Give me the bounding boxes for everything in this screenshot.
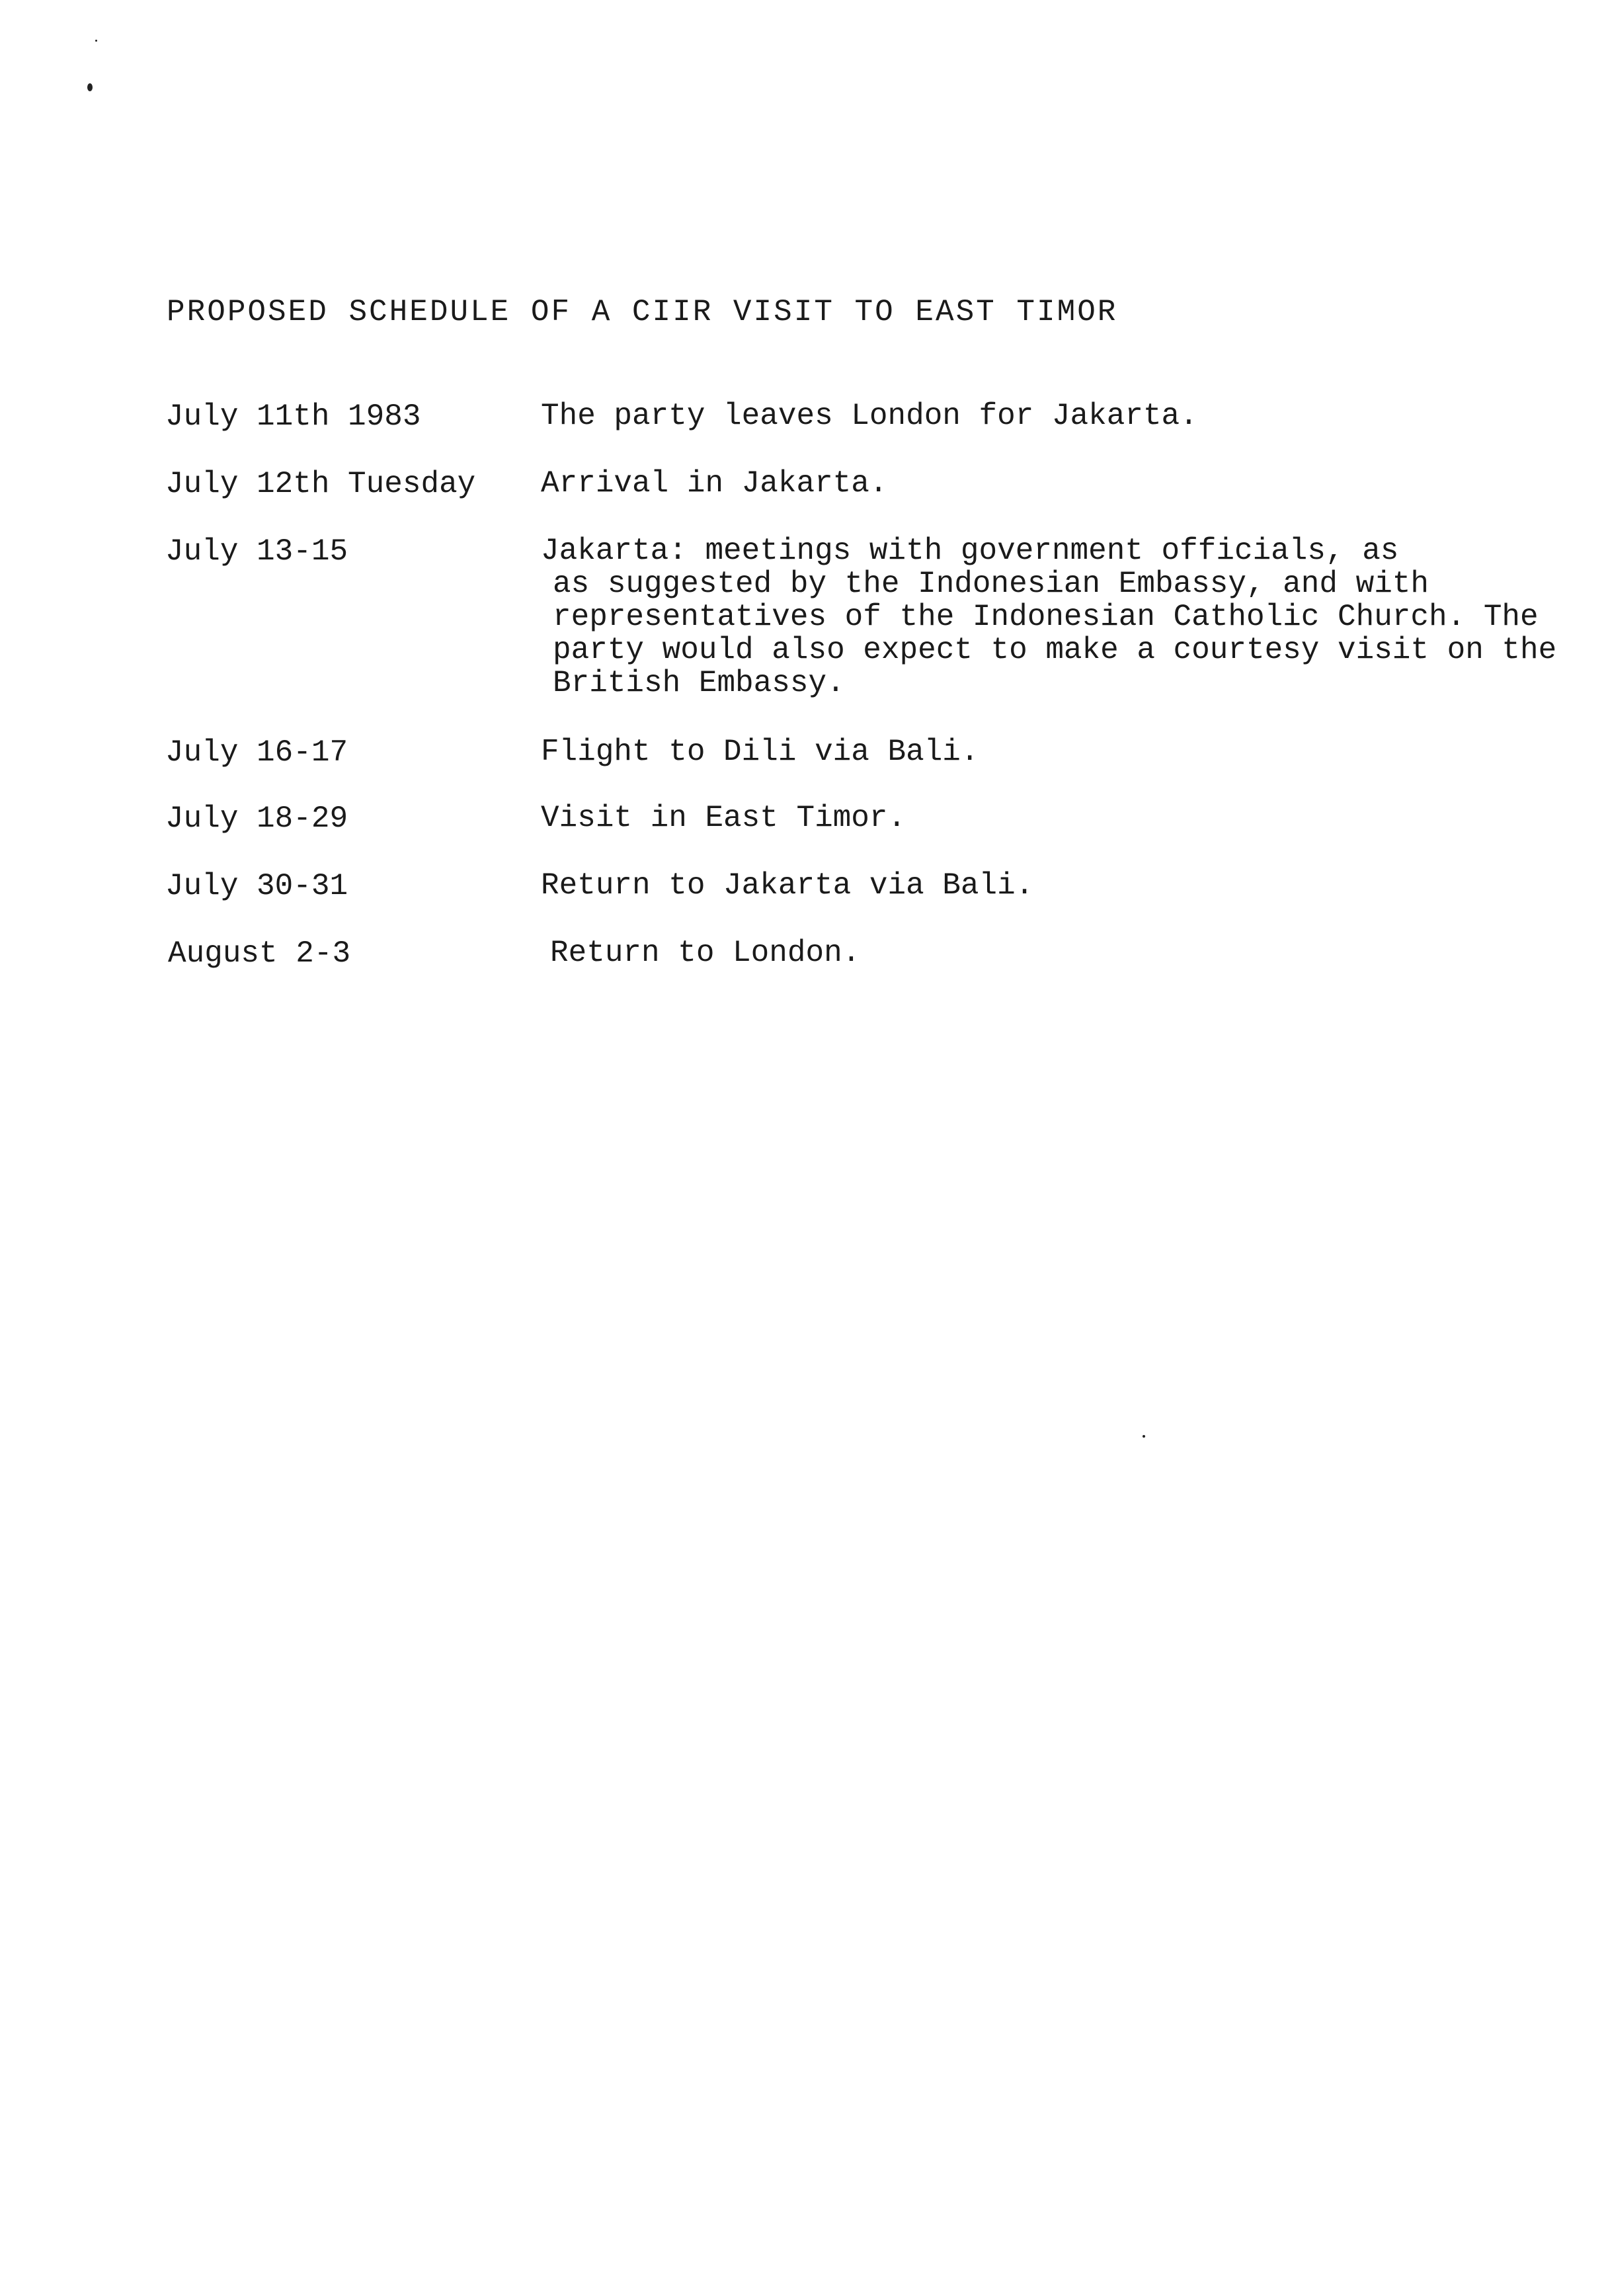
description-line: Arrival in Jakarta. [541,466,888,501]
schedule-date: July 12th Tuesday [165,467,476,501]
description-line: Flight to Dili via Bali. [541,735,979,769]
schedule-description [541,735,979,768]
schedule-date: July 11th 1983 [165,399,421,434]
schedule-description [541,399,1198,432]
description-line: The party leaves London for Jakarta. [541,399,1198,433]
schedule-description [541,534,1556,700]
description-line: representatives of the Indonesian Catholic Church. The [553,600,1539,634]
description-line: as suggested by the Indonesian Embassy, and with [553,567,1429,601]
description-line: British Embassy. [553,666,845,700]
schedule-description [541,801,906,835]
description-line: Jakarta: meetings with government officials, as [541,534,1399,568]
schedule-date: July 16-17 [165,735,348,770]
scan-speck [87,83,93,91]
scan-speck [1143,1435,1145,1438]
description-line: Visit in East Timor. [541,801,906,835]
description-line: party would also expect to make a courtesy visit on the [553,633,1557,667]
description-line: Return to Jakarta via Bali. [541,868,1034,903]
schedule-date: July 30-31 [165,869,348,903]
schedule-description [550,936,860,969]
description-line: Return to London. [550,936,861,970]
schedule-description [541,869,1033,902]
schedule-description [541,467,888,500]
schedule-date: July 13-15 [165,534,348,569]
document-title: PROPOSED SCHEDULE OF A CIIR VISIT TO EAST TIMOR [167,295,1118,329]
scan-speck [95,40,97,42]
schedule-date: August 2-3 [168,936,351,971]
schedule-date: July 18-29 [165,801,348,836]
